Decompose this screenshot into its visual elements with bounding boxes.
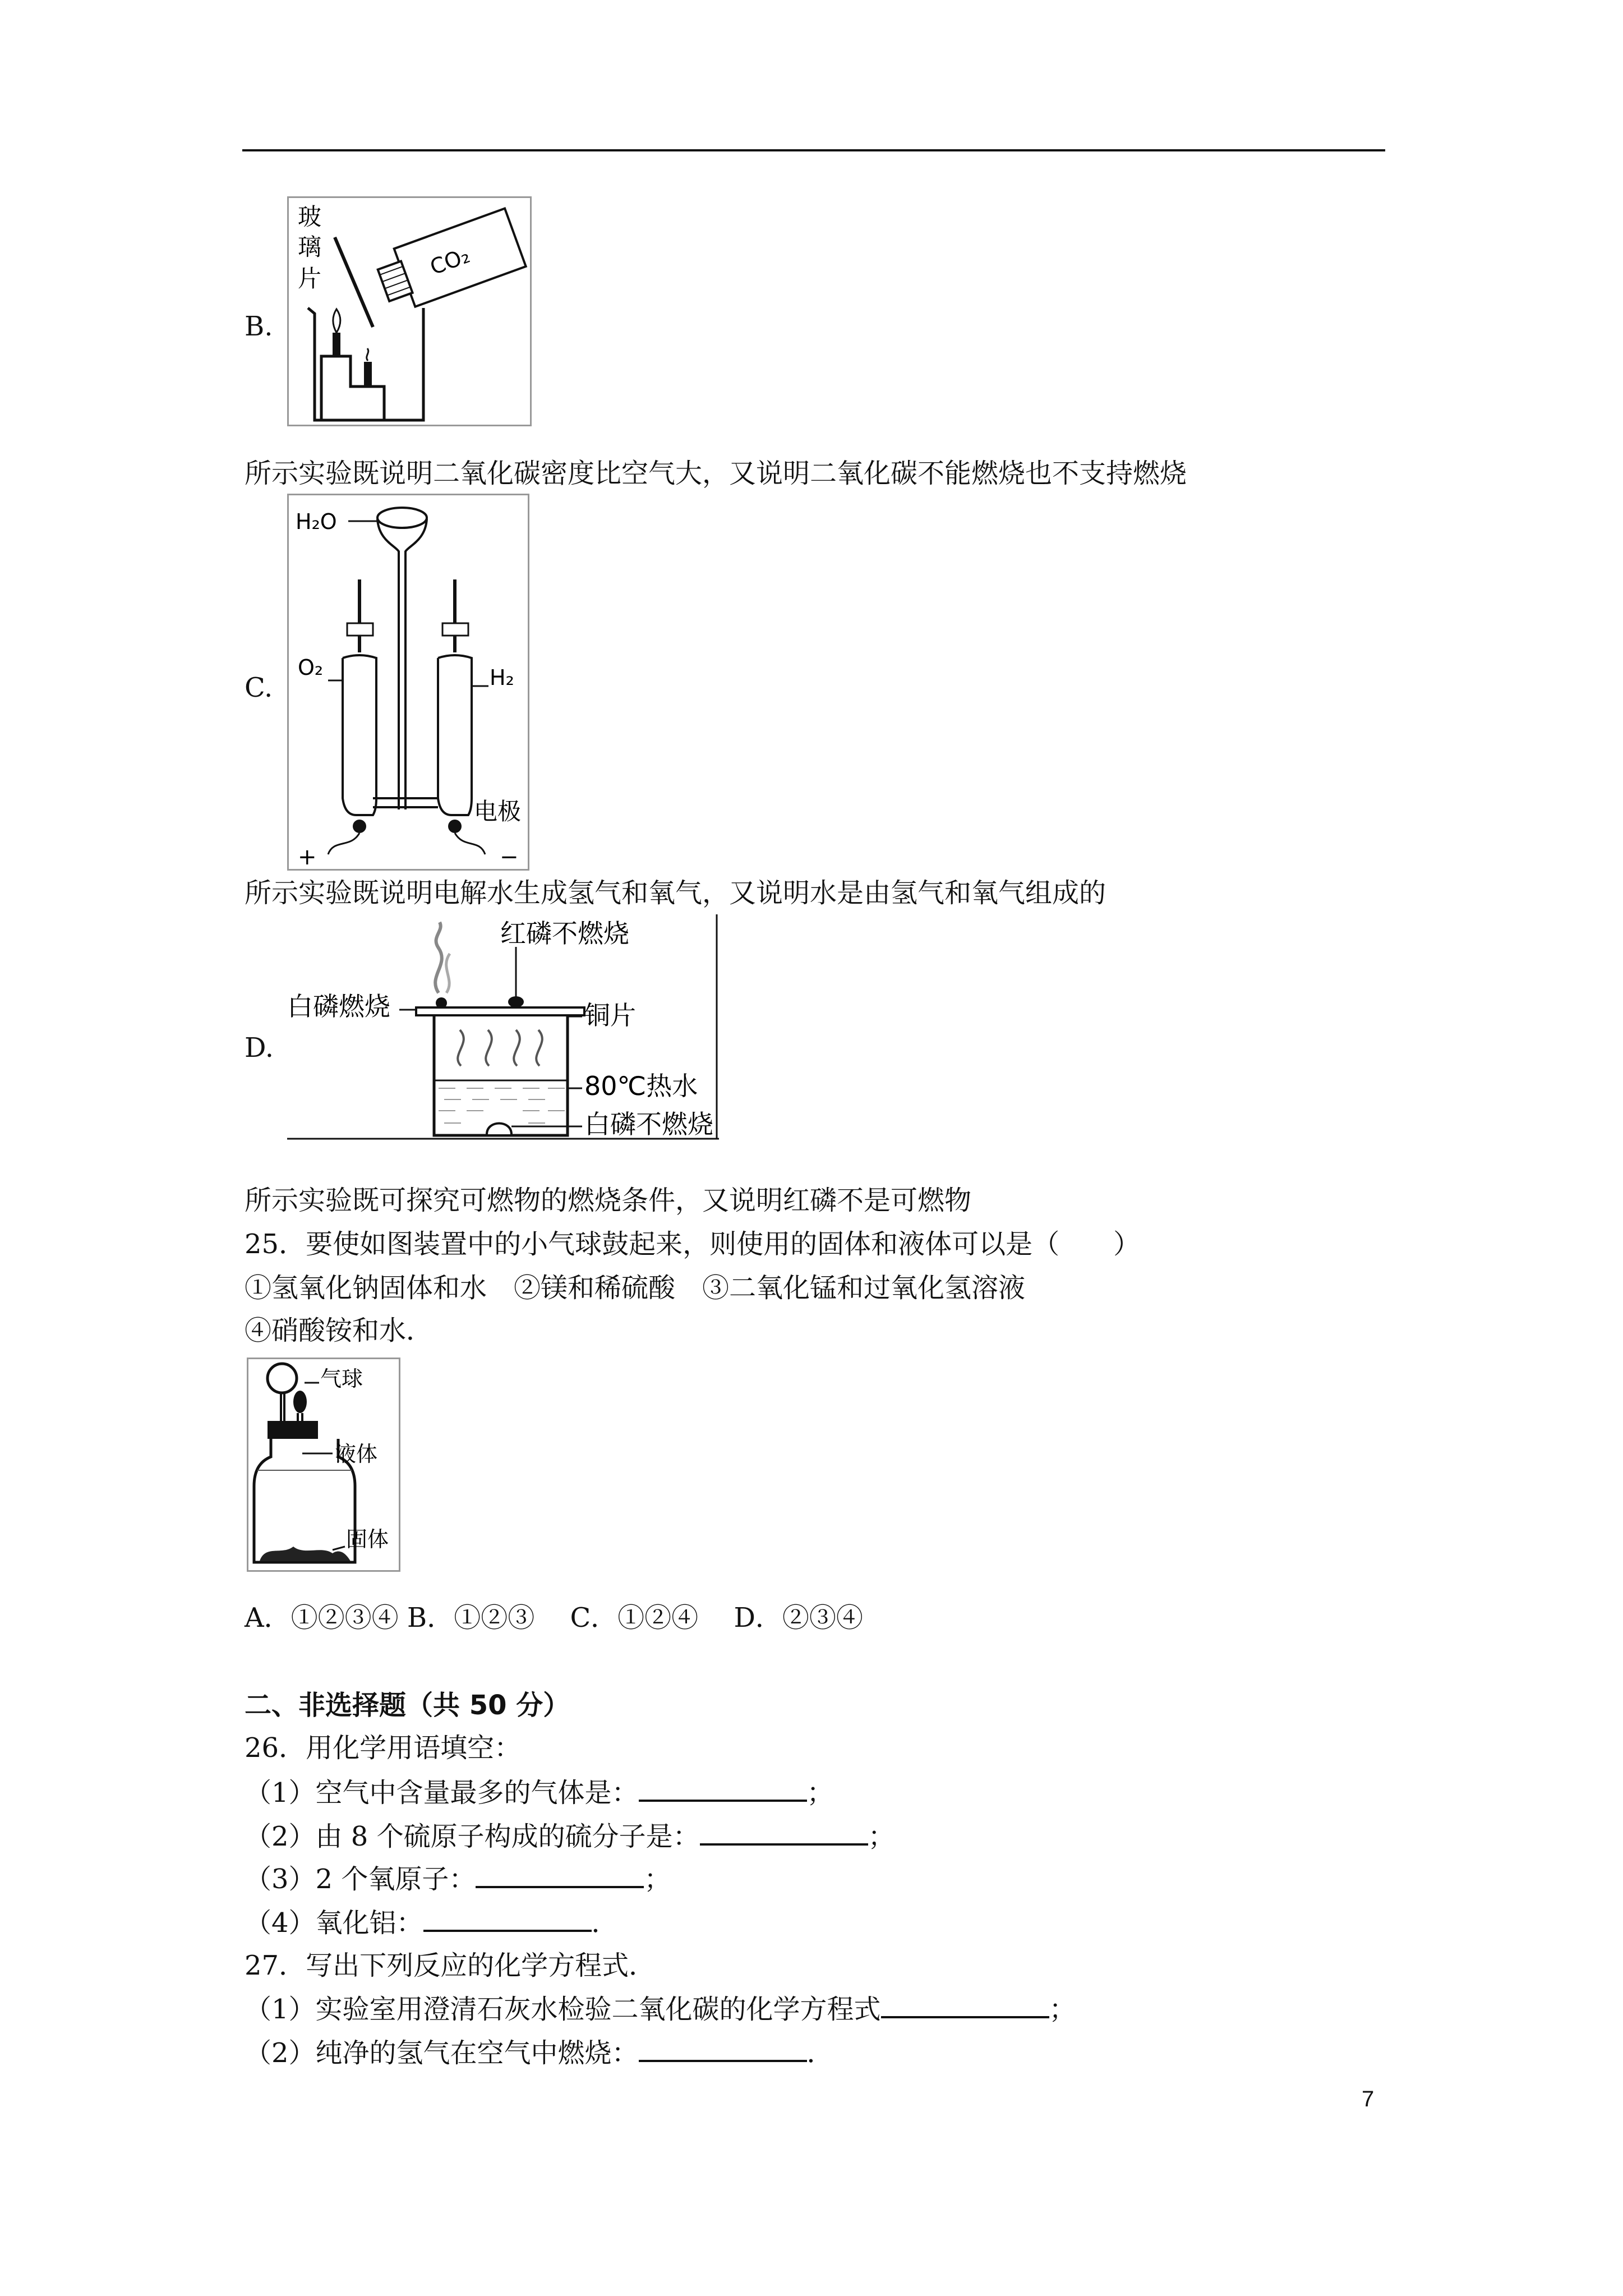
option-d-text: 所示实验既可探究可燃物的燃烧条件，又说明红磷不是可燃物 xyxy=(245,1185,972,1216)
h2-label: H₂ xyxy=(490,665,514,690)
page-number: 7 xyxy=(1362,2087,1375,2111)
h2o-label: H₂O xyxy=(296,509,337,534)
candle-lower xyxy=(364,362,372,386)
balloon-label: 气球 xyxy=(320,1366,363,1391)
right-tube xyxy=(438,655,472,815)
right-valve xyxy=(442,623,468,636)
steam xyxy=(458,1030,542,1066)
copper-plate xyxy=(416,1007,584,1015)
white-burn-label: 白磷燃烧 xyxy=(287,991,390,1022)
q25-stem: 25．要使如图装置中的小气球鼓起来，则使用的固体和液体可以是（ ） xyxy=(245,1228,1141,1260)
answer-blank[interactable] xyxy=(639,1775,807,1802)
q26-item-1-text: （1）空气中含量最多的气体是： xyxy=(245,1777,639,1809)
q26-item-2 xyxy=(245,1819,895,1853)
q26-item-2-end: ； xyxy=(868,1821,895,1852)
q25-items-line1: ①氢氧化钠固体和水 ②镁和稀硫酸 ③二氧化锰和过氧化氢溶液 xyxy=(245,1272,1026,1304)
q27-item-2-text: （2）纯净的氢气在空气中燃烧： xyxy=(245,2037,639,2069)
figure-phosphorus xyxy=(287,914,719,1141)
answer-blank[interactable] xyxy=(423,1905,592,1932)
liquid-label: 液体 xyxy=(335,1442,378,1466)
center-tube xyxy=(377,519,427,809)
q26-item-4-end: ． xyxy=(591,1907,619,1939)
water-hatch xyxy=(439,1088,565,1123)
smoke-lower xyxy=(367,348,368,361)
red-p-top xyxy=(508,996,524,1007)
co2-bottle xyxy=(373,209,526,315)
beaker-d xyxy=(434,1015,568,1135)
funnel-top xyxy=(377,508,427,528)
solid-label: 固体 xyxy=(346,1527,389,1552)
header-rule xyxy=(242,149,1385,151)
q27-item-1 xyxy=(245,1991,1076,2026)
stopper xyxy=(268,1421,318,1439)
co2-beaker-diagram xyxy=(289,198,530,425)
q26-item-4-text: （4）氧化铝： xyxy=(245,1907,423,1939)
balloon xyxy=(268,1364,297,1393)
step-stand xyxy=(321,356,384,420)
red-p-label: 红磷不燃烧 xyxy=(500,918,629,949)
option-b-text: 所示实验既说明二氧化碳密度比空气大，又说明二氧化碳不能燃烧也不支持燃烧 xyxy=(245,458,1187,489)
q26-item-3-end: ； xyxy=(644,1864,671,1895)
q26-item-1 xyxy=(245,1775,834,1810)
answer-blank[interactable] xyxy=(881,1991,1049,2018)
wires xyxy=(328,833,485,854)
plus-label: + xyxy=(298,844,317,869)
glass-label-3: 片 xyxy=(298,265,322,292)
phosphorus-diagram xyxy=(287,914,719,1141)
q27-item-2 xyxy=(245,2035,834,2070)
q27-stem: 27．写出下列反应的化学方程式． xyxy=(245,1950,656,1981)
hot-water-label: 80℃热水 xyxy=(584,1071,698,1101)
q26-item-3 xyxy=(245,1861,671,1896)
flame-upper xyxy=(333,309,340,333)
white-p-under-water xyxy=(487,1124,511,1135)
electrode-label: 电极 xyxy=(474,798,522,825)
option-c-text: 所示实验既说明电解水生成氢气和氧气，又说明水是由氢气和氧气组成的 xyxy=(245,877,1106,909)
q26-stem: 26．用化学用语填空： xyxy=(245,1732,522,1764)
glass-plate xyxy=(335,237,373,327)
minus-label: − xyxy=(500,844,519,869)
answer-blank[interactable] xyxy=(700,1819,868,1846)
q27-item-1-end: ； xyxy=(1049,1994,1076,2025)
section-title: 二、非选择题（共 50 分） xyxy=(245,1690,570,1721)
q25-items-line2: ④硝酸铵和水． xyxy=(245,1315,434,1346)
dropper-bulb xyxy=(293,1391,307,1413)
figure-electrolysis xyxy=(287,494,529,871)
white-noburn-label: 白磷不燃烧 xyxy=(584,1109,713,1139)
copper-label: 铜片 xyxy=(584,1000,636,1030)
electrolysis-diagram xyxy=(289,495,528,869)
balloon-flask-diagram xyxy=(248,1359,399,1570)
left-electrode xyxy=(353,820,366,833)
glass-label-1: 玻 xyxy=(298,203,322,231)
answer-blank[interactable] xyxy=(639,2035,807,2062)
right-electrode xyxy=(448,820,462,833)
figure-co2-beaker xyxy=(287,196,532,426)
q27-item-1-text: （1）实验室用澄清石灰水检验二氧化碳的化学方程式 xyxy=(245,1994,881,2025)
o2-label: O₂ xyxy=(298,655,324,680)
q27-item-2-end: ． xyxy=(806,2037,834,2069)
figure-balloon-flask xyxy=(247,1358,400,1572)
glass-label-2: 璃 xyxy=(298,233,322,261)
co2-label: CO₂ xyxy=(426,242,473,280)
candle-upper xyxy=(333,333,340,356)
q25-options: A．①②③④ B．①②③ C．①②④ D．②③④ xyxy=(245,1602,863,1634)
smoke xyxy=(435,922,442,993)
option-d-label: D. xyxy=(245,1032,274,1064)
option-c-label: C. xyxy=(245,672,273,703)
q26-item-1-end: ； xyxy=(806,1777,834,1809)
white-p-top xyxy=(436,997,447,1009)
q26-item-3-text: （3）2 个氧原子： xyxy=(245,1864,476,1895)
answer-blank[interactable] xyxy=(476,1861,644,1888)
q26-item-4 xyxy=(245,1905,619,1940)
q26-item-2-text: （2）由 8 个硫原子构成的硫分子是： xyxy=(245,1821,700,1852)
option-b-label: B. xyxy=(245,311,273,342)
left-valve xyxy=(347,623,373,636)
left-tube xyxy=(343,655,376,815)
